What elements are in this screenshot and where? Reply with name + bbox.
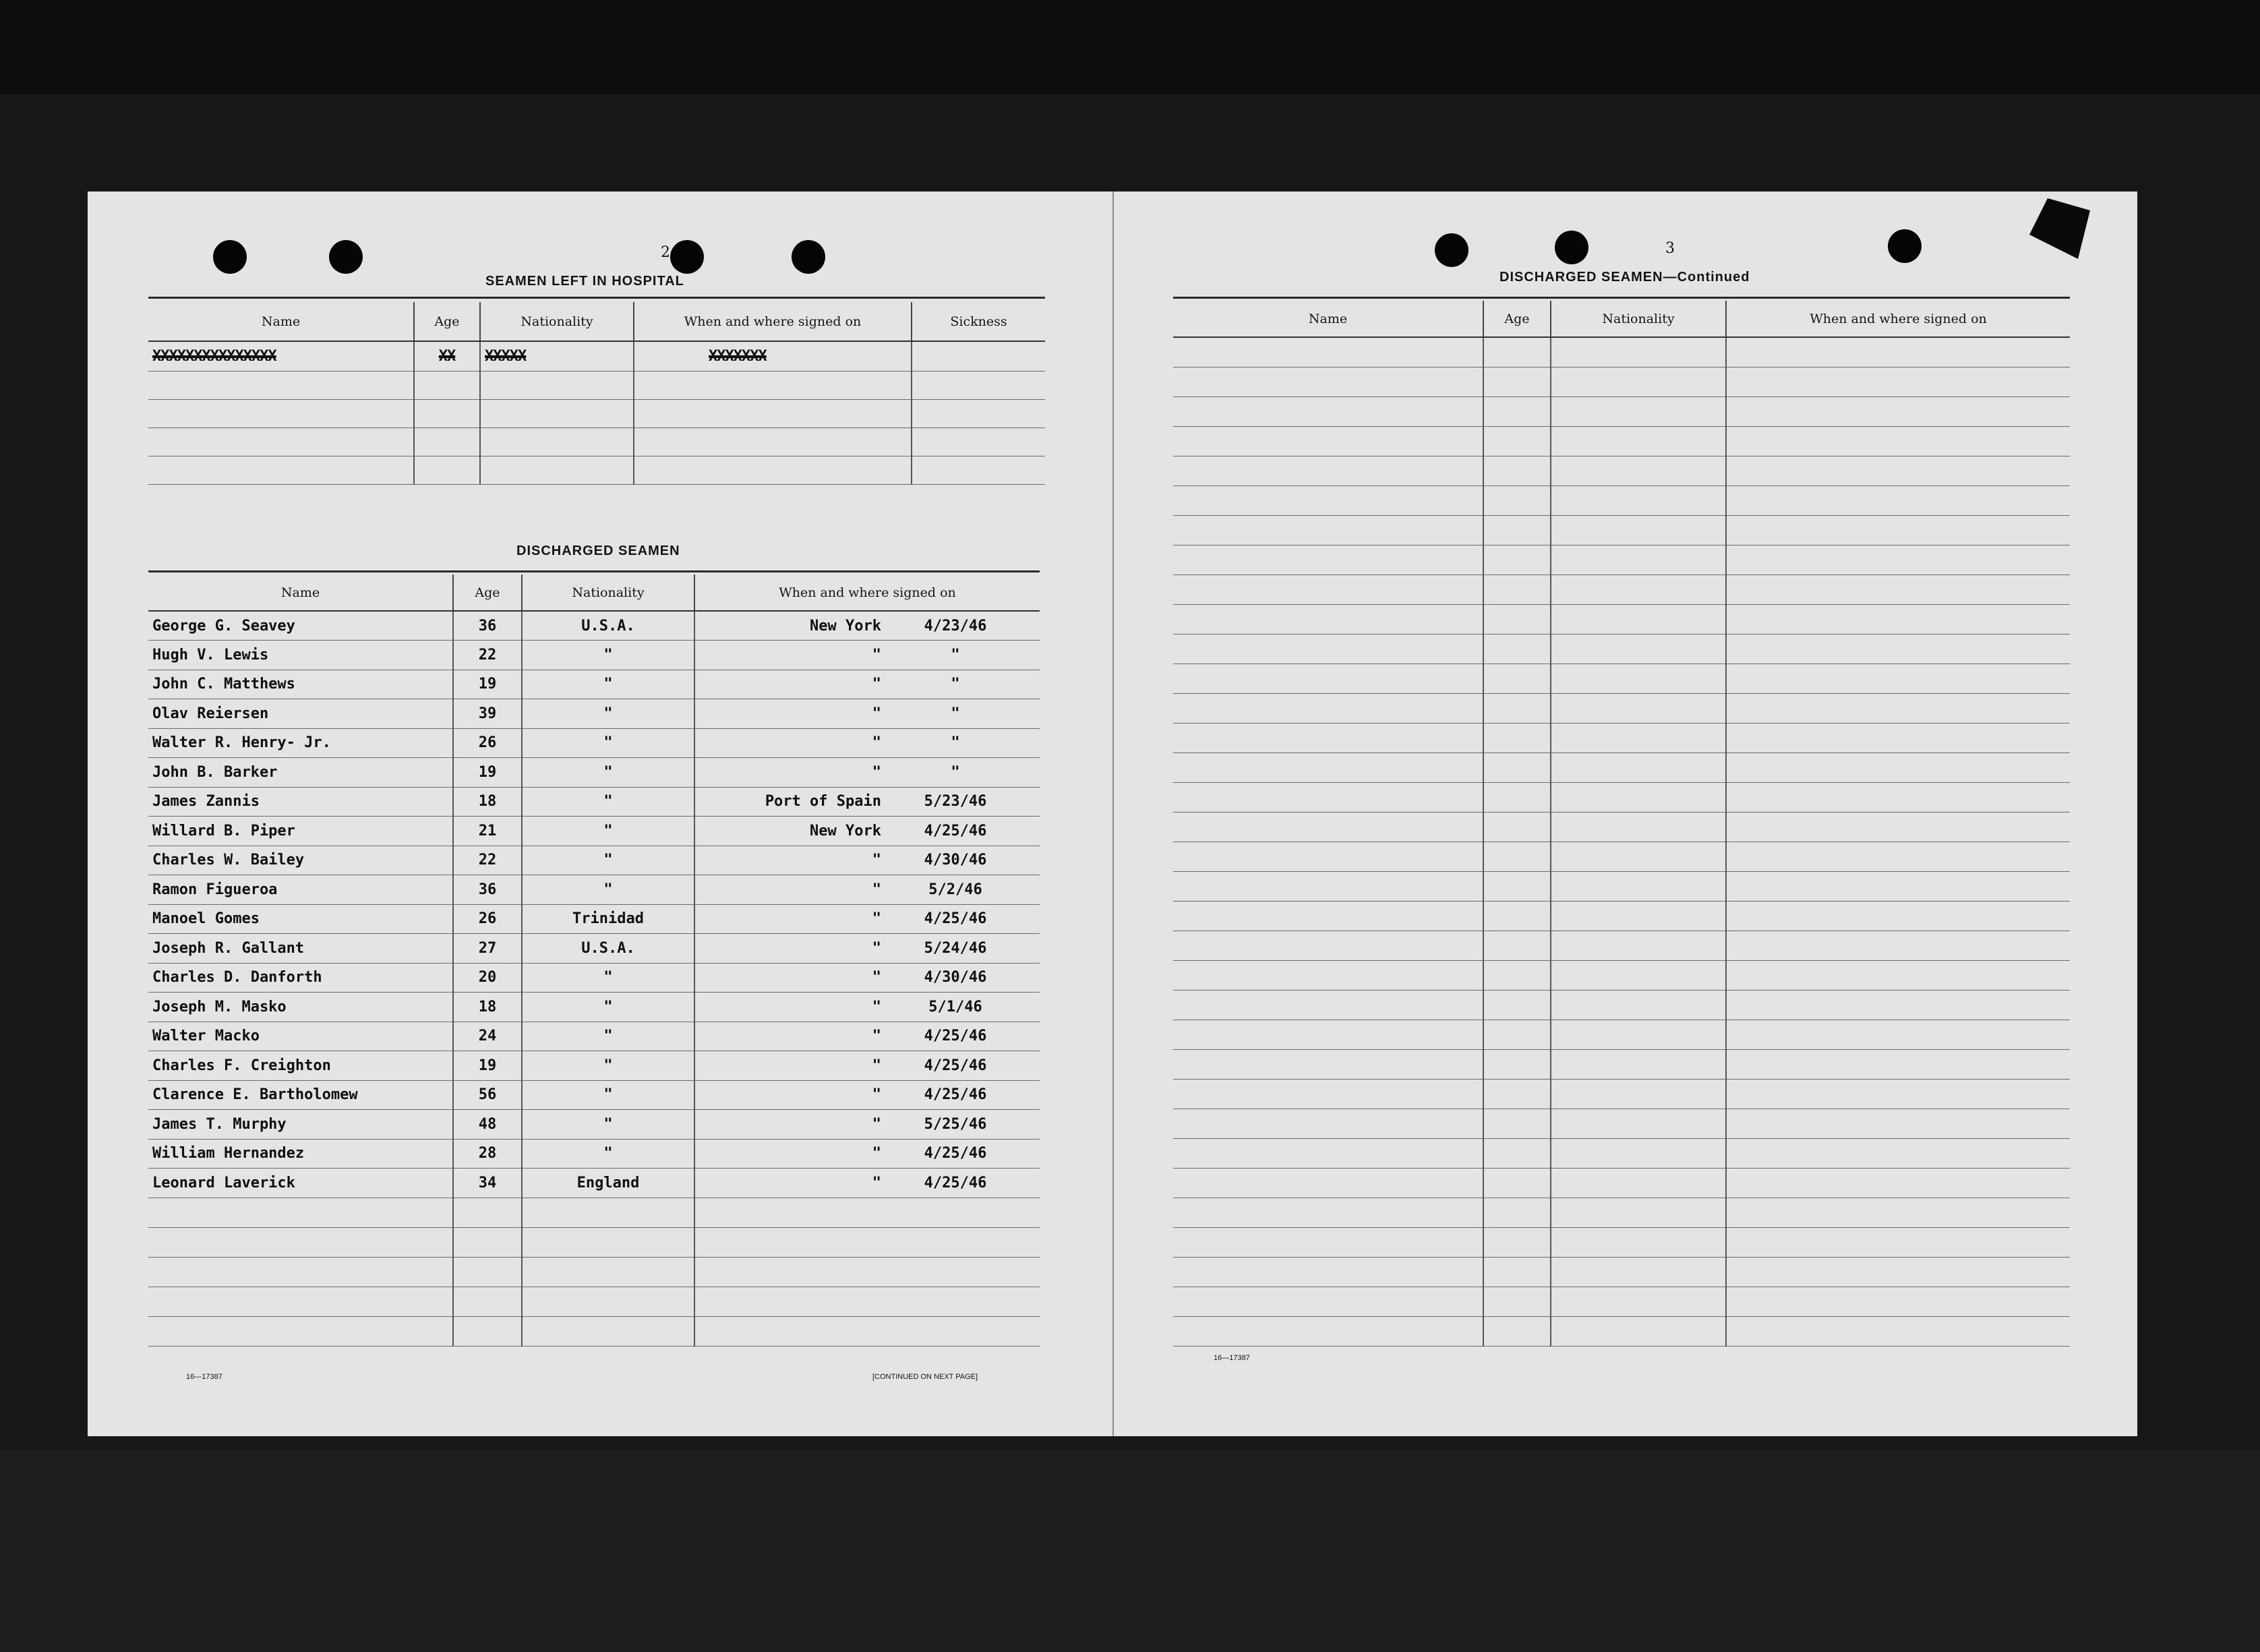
seaman-signed-on-cell — [694, 670, 1040, 699]
signed-on-place: " — [872, 998, 881, 1015]
seaman-nationality-cell: " — [522, 1080, 694, 1110]
signed-on-date: 4/25/46 — [924, 910, 987, 928]
table-row — [148, 846, 1040, 875]
seaman-name-cell: Charles D. Danforth — [148, 963, 453, 993]
empty-row — [1173, 396, 2070, 426]
empty-row — [1173, 426, 2070, 456]
empty-row — [1173, 960, 2070, 990]
discharged-table — [148, 574, 1040, 1347]
signed-on-place: " — [872, 1115, 881, 1133]
seaman-name-cell: Leonard Laverick — [148, 1169, 453, 1198]
signed-on-place: " — [872, 646, 881, 663]
table-row — [148, 641, 1040, 670]
seaman-signed-on-cell — [694, 846, 1040, 875]
seaman-name-cell: George G. Seavey — [148, 611, 453, 641]
seaman-nationality-cell: " — [522, 875, 694, 905]
table-row — [148, 1169, 1040, 1198]
table-row — [148, 728, 1040, 758]
seaman-name-cell: Willard B. Piper — [148, 817, 453, 846]
signed-on-place: " — [872, 676, 881, 693]
hospital-nationality-cell: XXXXX — [480, 341, 634, 371]
empty-row — [1173, 723, 2070, 753]
empty-row — [1173, 1079, 2070, 1109]
seaman-age-cell: 22 — [453, 641, 522, 670]
signed-on-date: 4/25/46 — [924, 1057, 987, 1074]
signed-on-date: 5/24/46 — [924, 939, 987, 957]
seaman-nationality-cell: " — [522, 1022, 694, 1051]
seaman-nationality-cell: " — [522, 1139, 694, 1169]
table-row — [148, 670, 1040, 699]
seaman-nationality-cell: U.S.A. — [522, 934, 694, 964]
signed-on-date: 4/25/46 — [924, 1145, 987, 1162]
seaman-nationality-cell: U.S.A. — [522, 611, 694, 641]
seaman-age-cell: 20 — [453, 963, 522, 993]
seaman-name-cell: James Zannis — [148, 787, 453, 817]
seaman-name-cell: James T. Murphy — [148, 1110, 453, 1140]
discharged-section-title: DISCHARGED SEAMEN — [516, 543, 680, 558]
seaman-age-cell: 21 — [453, 817, 522, 846]
seaman-name-cell: Olav Reiersen — [148, 699, 453, 729]
empty-row — [1173, 1020, 2070, 1049]
seaman-signed-on-cell — [694, 1139, 1040, 1169]
seaman-nationality-cell: " — [522, 699, 694, 729]
empty-row — [1173, 1198, 2070, 1227]
seaman-signed-on-cell — [694, 993, 1040, 1022]
table-row — [148, 758, 1040, 788]
seaman-name-cell: Joseph M. Masko — [148, 993, 453, 1022]
empty-row — [1173, 693, 2070, 723]
empty-row — [1173, 456, 2070, 485]
empty-row — [1173, 842, 2070, 871]
seaman-nationality-cell: " — [522, 963, 694, 993]
seaman-signed-on-cell — [694, 1051, 1040, 1081]
table-row — [148, 993, 1040, 1022]
hospital-row — [148, 456, 1045, 484]
signed-on-place: " — [872, 881, 881, 898]
seaman-name-cell: Charles F. Creighton — [148, 1051, 453, 1081]
header-age: Age — [453, 574, 522, 611]
header-nationality: Nationality — [1551, 301, 1726, 337]
seaman-signed-on-cell — [694, 1022, 1040, 1051]
empty-row — [1173, 782, 2070, 812]
empty-row — [148, 1257, 1040, 1287]
seaman-name-cell: Joseph R. Gallant — [148, 934, 453, 964]
empty-row — [1173, 1138, 2070, 1168]
document-sheet — [88, 191, 2137, 1436]
seaman-nationality-cell: " — [522, 728, 694, 758]
header-signed-on: When and where signed on — [634, 302, 912, 341]
seaman-nationality-cell: " — [522, 758, 694, 788]
header-sickness: Sickness — [912, 302, 1045, 341]
header-name: Name — [148, 574, 453, 611]
seaman-age-cell: 19 — [453, 758, 522, 788]
right-page — [1173, 191, 2077, 1436]
hospital-header-row — [148, 302, 1045, 341]
signed-on-place: " — [872, 763, 881, 781]
signed-on-date: " — [951, 763, 960, 781]
header-nationality: Nationality — [522, 574, 694, 611]
signed-on-place: New York — [810, 822, 881, 839]
form-number: 16—17387 — [1214, 1354, 1250, 1362]
hospital-table — [148, 302, 1045, 485]
empty-row — [1173, 1316, 2070, 1346]
seaman-nationality-cell: England — [522, 1169, 694, 1198]
seaman-name-cell: Charles W. Bailey — [148, 846, 453, 875]
empty-row — [1173, 663, 2070, 693]
hospital-age-cell: XX — [414, 341, 480, 371]
seaman-nationality-cell: " — [522, 787, 694, 817]
seaman-signed-on-cell — [694, 817, 1040, 846]
signed-on-date: 5/23/46 — [924, 793, 987, 810]
seaman-signed-on-cell — [694, 934, 1040, 964]
seaman-nationality-cell: " — [522, 641, 694, 670]
scan-border-bottom — [0, 1450, 2260, 1652]
seaman-age-cell: 28 — [453, 1139, 522, 1169]
signed-on-date: " — [951, 734, 960, 752]
empty-row — [1173, 1049, 2070, 1079]
signed-on-place: " — [872, 969, 881, 986]
signed-on-date: 5/1/46 — [928, 998, 982, 1015]
signed-on-date: 5/2/46 — [928, 881, 982, 898]
signed-on-place: " — [872, 1086, 881, 1104]
table-row — [148, 904, 1040, 934]
signed-on-date: " — [951, 646, 960, 663]
header-nationality: Nationality — [480, 302, 634, 341]
signed-on-place: " — [872, 1057, 881, 1074]
continued-header-row — [1173, 301, 2070, 337]
seaman-signed-on-cell — [694, 611, 1040, 641]
seaman-signed-on-cell — [694, 728, 1040, 758]
empty-row — [1173, 931, 2070, 960]
seaman-age-cell: 48 — [453, 1110, 522, 1140]
signed-on-place: " — [872, 1028, 881, 1045]
empty-row — [1173, 337, 2070, 367]
seaman-nationality-cell: " — [522, 1110, 694, 1140]
empty-row — [1173, 871, 2070, 901]
empty-row — [1173, 1257, 2070, 1287]
signed-on-place: " — [872, 705, 881, 722]
seaman-nationality-cell: " — [522, 817, 694, 846]
seaman-nationality-cell: Trinidad — [522, 904, 694, 934]
seaman-signed-on-cell — [694, 758, 1040, 788]
signed-on-place: " — [872, 852, 881, 869]
signed-on-place: Port of Spain — [765, 793, 881, 810]
empty-row — [148, 1227, 1040, 1257]
hospital-signed-on-cell: XXXXXXX — [634, 341, 912, 371]
form-number: 16—17387 — [186, 1373, 222, 1381]
signed-on-date: 4/25/46 — [924, 1174, 987, 1191]
table-row — [148, 875, 1040, 905]
seaman-name-cell: William Hernandez — [148, 1139, 453, 1169]
page-number: 3 — [1665, 240, 1675, 257]
title-rule — [148, 570, 1040, 572]
empty-row — [1173, 812, 2070, 842]
hospital-row — [148, 371, 1045, 399]
empty-row — [148, 1316, 1040, 1346]
empty-row — [1173, 1109, 2070, 1138]
seaman-nationality-cell: " — [522, 670, 694, 699]
seaman-signed-on-cell — [694, 1169, 1040, 1198]
seaman-signed-on-cell — [694, 641, 1040, 670]
header-name: Name — [1173, 301, 1483, 337]
seaman-signed-on-cell — [694, 699, 1040, 729]
signed-on-date: 4/25/46 — [924, 1086, 987, 1104]
table-row — [148, 699, 1040, 729]
table-row — [148, 817, 1040, 846]
seaman-name-cell: Walter R. Henry- Jr. — [148, 728, 453, 758]
signed-on-place: " — [872, 939, 881, 957]
table-row — [148, 934, 1040, 964]
table-row — [148, 1080, 1040, 1110]
seaman-age-cell: 19 — [453, 670, 522, 699]
seaman-age-cell: 27 — [453, 934, 522, 964]
header-age: Age — [1483, 301, 1551, 337]
seaman-age-cell: 19 — [453, 1051, 522, 1081]
signed-on-date: " — [951, 705, 960, 722]
seaman-age-cell: 26 — [453, 728, 522, 758]
page-number: 2 — [661, 244, 670, 261]
table-row — [148, 963, 1040, 993]
seaman-nationality-cell: " — [522, 1051, 694, 1081]
seaman-name-cell: Hugh V. Lewis — [148, 641, 453, 670]
signed-on-place: " — [872, 910, 881, 928]
title-rule — [148, 297, 1045, 299]
seaman-signed-on-cell — [694, 787, 1040, 817]
empty-row — [1173, 753, 2070, 782]
seaman-age-cell: 24 — [453, 1022, 522, 1051]
seaman-age-cell: 18 — [453, 787, 522, 817]
empty-row — [1173, 1287, 2070, 1316]
signed-on-date: 4/30/46 — [924, 969, 987, 986]
empty-row — [1173, 1168, 2070, 1198]
table-row — [148, 1110, 1040, 1140]
signed-on-place: " — [872, 1145, 881, 1162]
left-page — [148, 191, 1052, 1436]
discharged-header-row — [148, 574, 1040, 611]
header-signed-on: When and where signed on — [1726, 301, 2070, 337]
empty-row — [1173, 1227, 2070, 1257]
empty-row — [148, 1198, 1040, 1227]
seaman-signed-on-cell — [694, 963, 1040, 993]
seaman-age-cell: 56 — [453, 1080, 522, 1110]
table-row — [148, 1051, 1040, 1081]
seaman-signed-on-cell — [694, 1080, 1040, 1110]
seaman-nationality-cell: " — [522, 846, 694, 875]
signed-on-date: 4/30/46 — [924, 852, 987, 869]
empty-row — [148, 1287, 1040, 1316]
seaman-name-cell: Walter Macko — [148, 1022, 453, 1051]
empty-row — [1173, 545, 2070, 574]
signed-on-date: 4/25/46 — [924, 1028, 987, 1045]
signed-on-date: 4/25/46 — [924, 822, 987, 839]
seaman-name-cell: John B. Barker — [148, 758, 453, 788]
seaman-name-cell: Manoel Gomes — [148, 904, 453, 934]
title-rule — [1173, 297, 2070, 299]
hospital-row — [148, 399, 1045, 427]
empty-row — [1173, 574, 2070, 604]
seaman-nationality-cell: " — [522, 993, 694, 1022]
signed-on-place: New York — [810, 617, 881, 635]
signed-on-date: 4/23/46 — [924, 617, 987, 635]
seaman-age-cell: 36 — [453, 611, 522, 641]
hospital-row — [148, 341, 1045, 371]
continued-table — [1173, 301, 2070, 1347]
signed-on-place: " — [872, 1174, 881, 1191]
header-signed-on: When and where signed on — [694, 574, 1040, 611]
empty-row — [1173, 634, 2070, 663]
seaman-age-cell: 22 — [453, 846, 522, 875]
hospital-name-cell: XXXXXXXXXXXXXXX — [148, 341, 414, 371]
table-row — [148, 787, 1040, 817]
seaman-name-cell: Clarence E. Bartholomew — [148, 1080, 453, 1110]
seaman-age-cell: 39 — [453, 699, 522, 729]
seaman-age-cell: 18 — [453, 993, 522, 1022]
empty-row — [1173, 485, 2070, 515]
seaman-age-cell: 26 — [453, 904, 522, 934]
signed-on-date: 5/25/46 — [924, 1115, 987, 1133]
seaman-age-cell: 34 — [453, 1169, 522, 1198]
empty-row — [1173, 604, 2070, 634]
header-age: Age — [414, 302, 480, 341]
continued-section-title: DISCHARGED SEAMEN—Continued — [1499, 270, 1750, 285]
page-fold — [1112, 191, 1114, 1436]
table-row — [148, 1022, 1040, 1051]
empty-row — [1173, 515, 2070, 545]
seaman-signed-on-cell — [694, 904, 1040, 934]
hospital-section-title: SEAMEN LEFT IN HOSPITAL — [485, 274, 684, 289]
empty-row — [1173, 990, 2070, 1020]
header-name: Name — [148, 302, 414, 341]
seaman-signed-on-cell — [694, 875, 1040, 905]
seaman-name-cell: Ramon Figueroa — [148, 875, 453, 905]
seaman-signed-on-cell — [694, 1110, 1040, 1140]
signed-on-date: " — [951, 676, 960, 693]
hospital-row — [148, 427, 1045, 456]
table-row — [148, 1139, 1040, 1169]
scan-border-top — [0, 0, 2260, 94]
table-row — [148, 611, 1040, 641]
signed-on-place: " — [872, 734, 881, 752]
seaman-age-cell: 36 — [453, 875, 522, 905]
empty-row — [1173, 901, 2070, 931]
hospital-sickness-cell — [912, 341, 1045, 371]
continued-note: [CONTINUED ON NEXT PAGE] — [872, 1373, 978, 1381]
empty-row — [1173, 367, 2070, 396]
seaman-name-cell: John C. Matthews — [148, 670, 453, 699]
